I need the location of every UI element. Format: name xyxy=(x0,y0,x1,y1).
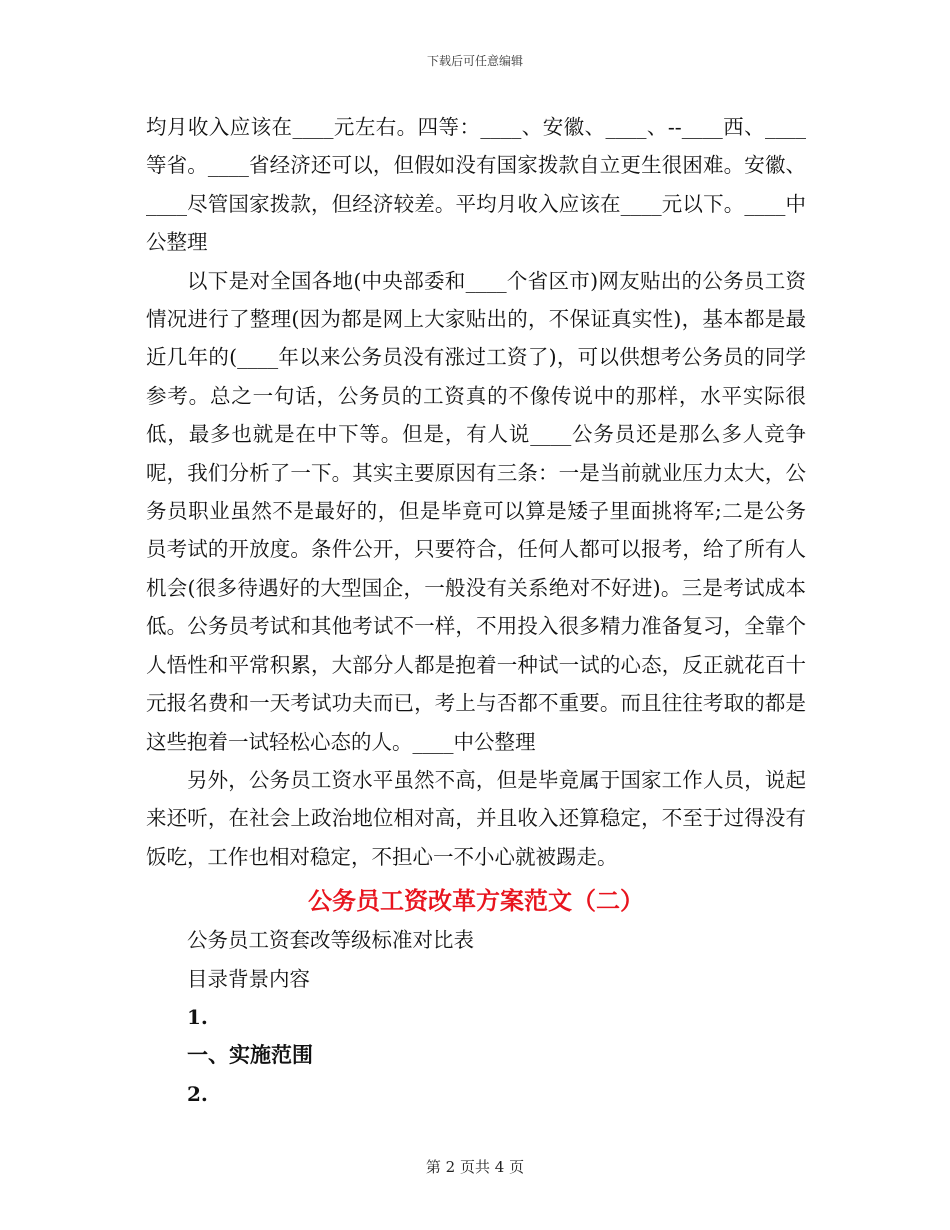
list-number-1: 1. xyxy=(187,1004,208,1029)
section-title: 公务员工资改革方案范文（二） xyxy=(308,887,644,916)
list-number-2: 2. xyxy=(187,1081,208,1106)
paragraph-civil-servant-status: 另外，公务员工资水平虽然不高，但是毕竟属于国家工作人员，说起来还听，在社会上政治地位相对高，并且收入还算稳定，不至于过得没有饭吃，工作也相对稳定，不担心一不小心就被踢走。 xyxy=(146,767,806,869)
heading-scope: 一、实施范围 xyxy=(187,1043,313,1068)
line-comparison-table: 公务员工资套改等级标准对比表 xyxy=(187,928,474,953)
line-table-of-contents: 目录背景内容 xyxy=(187,966,310,991)
document-body xyxy=(146,108,806,1113)
page-header-note: 下载后可任意编辑 xyxy=(426,54,523,68)
paragraph-salary-survey: 以下是对全国各地(中央部委和____个省区市)网友贴出的公务员工资情况进行了整理(因为都是网上大家贴出的，不保证真实性)，基本都是最近几年的(____年以来公务员没有涨过工资了)，可以供想考公务员的同学参考。总之一句话，公务员的工资真的不像传说中的那样，水平实际很低，最多也就是在中下等。但是，有人说____公务员还是那么多人竞争呢，我们分析了一下。其实主要原因有三条：一是当前就业压力太大，公务员职业虽然不是最好的，但是毕竟可以算是矮子里面挑将军;二是公务员考试的开放度。条件公开，只要符合，任何人都可以报考，给了所有人机会(很多待遇好的大型国企，一般没有关系绝对不好进)。三是考试成本低。公务员考试和其他考试不一样，不用投入很多精力准备复习，全靠个人悟性和平常积累，大部分人都是抱着一种试一试的心态，反正就花百十元报名费和一天考试功夫而已，考上与否都不重要。而且往往考取的都是这些抱着一试轻松心态的人。____中公整理 xyxy=(146,268,806,754)
page-footer-page-number: 第 2 页共 4 页 xyxy=(425,1158,525,1176)
paragraph-income-grades: 均月收入应该在____元左右。四等：____、安徽、____、--____西、____等省。____省经济还可以，但假如没有国家拨款自立更生很困难。安徽、____尽管国家拨款，但经济较差。平均月收入应该在____元以下。____中公整理 xyxy=(146,115,806,255)
